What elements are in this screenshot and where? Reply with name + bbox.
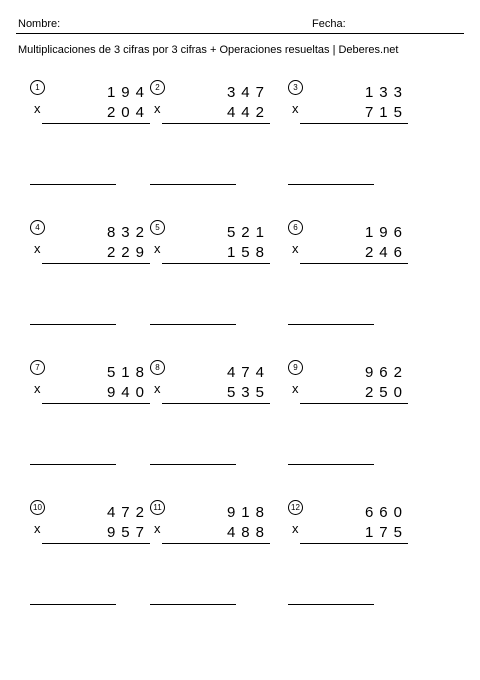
multiplier: 488 bbox=[226, 524, 270, 541]
problem-2 bbox=[150, 80, 270, 220]
problem-number: 6 bbox=[288, 220, 303, 235]
problem-number: 12 bbox=[288, 500, 303, 515]
operation-line bbox=[42, 403, 150, 404]
multiply-sign: x bbox=[34, 241, 41, 256]
multiply-sign: x bbox=[34, 381, 41, 396]
problem-number: 4 bbox=[30, 220, 45, 235]
problem-number: 8 bbox=[150, 360, 165, 375]
problem-4 bbox=[30, 220, 150, 360]
multiply-sign: x bbox=[154, 101, 161, 116]
problem-number: 5 bbox=[150, 220, 165, 235]
multiplier: 250 bbox=[364, 384, 408, 401]
multiplier: 535 bbox=[226, 384, 270, 401]
multiply-sign: x bbox=[34, 521, 41, 536]
answer-line bbox=[288, 604, 374, 605]
operation-line bbox=[162, 263, 270, 264]
multiplicand: 832 bbox=[106, 224, 150, 241]
multiply-sign: x bbox=[292, 241, 299, 256]
answer-line bbox=[288, 184, 374, 185]
answer-line bbox=[150, 464, 236, 465]
multiplicand: 347 bbox=[226, 84, 270, 101]
answer-line bbox=[30, 464, 116, 465]
multiply-sign: x bbox=[154, 241, 161, 256]
multiply-sign: x bbox=[154, 381, 161, 396]
multiplier: 957 bbox=[106, 524, 150, 541]
problem-3 bbox=[288, 80, 408, 220]
multiplicand: 518 bbox=[106, 364, 150, 381]
multiply-sign: x bbox=[292, 521, 299, 536]
operation-line bbox=[162, 543, 270, 544]
problem-8 bbox=[150, 360, 270, 500]
multiplicand: 472 bbox=[106, 504, 150, 521]
operation-line bbox=[300, 403, 408, 404]
multiplicand: 133 bbox=[364, 84, 408, 101]
answer-line bbox=[288, 464, 374, 465]
multiplier: 246 bbox=[364, 244, 408, 261]
answer-line bbox=[30, 604, 116, 605]
problem-number: 7 bbox=[30, 360, 45, 375]
problem-1 bbox=[30, 80, 150, 220]
multiplier: 158 bbox=[226, 244, 270, 261]
multiplicand: 194 bbox=[106, 84, 150, 101]
operation-line bbox=[42, 123, 150, 124]
multiply-sign: x bbox=[292, 101, 299, 116]
header-row bbox=[16, 18, 464, 34]
problem-6 bbox=[288, 220, 408, 360]
problem-number: 3 bbox=[288, 80, 303, 95]
answer-line bbox=[288, 324, 374, 325]
operation-line bbox=[162, 123, 270, 124]
fecha-label: Fecha: bbox=[312, 18, 346, 30]
multiplier: 715 bbox=[364, 104, 408, 121]
multiplier: 442 bbox=[226, 104, 270, 121]
operation-line bbox=[42, 543, 150, 544]
multiplicand: 196 bbox=[364, 224, 408, 241]
answer-line bbox=[30, 184, 116, 185]
answer-line bbox=[150, 324, 236, 325]
multiply-sign: x bbox=[34, 101, 41, 116]
multiplicand: 521 bbox=[226, 224, 270, 241]
operation-line bbox=[300, 543, 408, 544]
problem-12 bbox=[288, 500, 408, 640]
multiplicand: 474 bbox=[226, 364, 270, 381]
problem-number: 10 bbox=[30, 500, 45, 515]
operation-line bbox=[300, 263, 408, 264]
multiply-sign: x bbox=[154, 521, 161, 536]
multiplier: 204 bbox=[106, 104, 150, 121]
nombre-label: Nombre: bbox=[18, 18, 61, 30]
multiplicand: 962 bbox=[364, 364, 408, 381]
operation-line bbox=[162, 403, 270, 404]
header-divider bbox=[16, 33, 464, 34]
worksheet-subtitle: Multiplicaciones de 3 cifras por 3 cifras + Operaciones resueltas | Deberes.net bbox=[18, 44, 399, 56]
multiplicand: 660 bbox=[364, 504, 408, 521]
operation-line bbox=[42, 263, 150, 264]
multiplier: 940 bbox=[106, 384, 150, 401]
problem-number: 2 bbox=[150, 80, 165, 95]
multiply-sign: x bbox=[292, 381, 299, 396]
problem-11 bbox=[150, 500, 270, 640]
problem-10 bbox=[30, 500, 150, 640]
multiplier: 229 bbox=[106, 244, 150, 261]
answer-line bbox=[30, 324, 116, 325]
problem-9 bbox=[288, 360, 408, 500]
answer-line bbox=[150, 604, 236, 605]
problem-7 bbox=[30, 360, 150, 500]
answer-line bbox=[150, 184, 236, 185]
multiplicand: 918 bbox=[226, 504, 270, 521]
problem-number: 1 bbox=[30, 80, 45, 95]
multiplier: 175 bbox=[364, 524, 408, 541]
problem-number: 9 bbox=[288, 360, 303, 375]
problem-5 bbox=[150, 220, 270, 360]
problem-number: 11 bbox=[150, 500, 165, 515]
operation-line bbox=[300, 123, 408, 124]
